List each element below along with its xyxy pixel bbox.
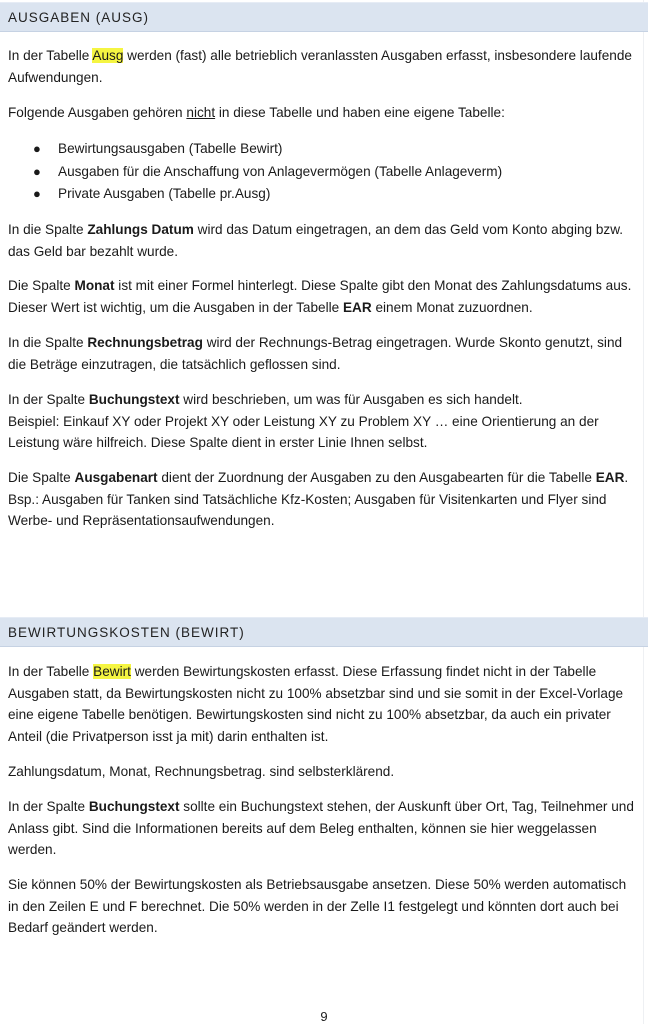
text-run: Bsp.: Ausgaben für Tanken sind Tatsächliche Kfz-Kosten; Ausgaben für Visitenkarten und Flyer sind Werbe- und Repräsentationsaufwendungen. bbox=[8, 491, 607, 528]
paragraph-bewirt-buchungstext bbox=[8, 796, 638, 861]
paragraph-ausgabenart bbox=[8, 467, 638, 532]
list-item-label: Private Ausgaben (Tabelle pr.Ausg) bbox=[58, 186, 271, 201]
section-header-ausgaben bbox=[0, 2, 648, 32]
bullet-icon: ● bbox=[33, 163, 41, 179]
list-item-label: Ausgaben für die Anschaffung von Anlagevermögen (Tabelle Anlageverm) bbox=[58, 163, 503, 179]
bold-term: Monat bbox=[74, 278, 115, 293]
paragraph-selbsterklaerend bbox=[8, 761, 638, 783]
text-run: In die Spalte bbox=[8, 222, 88, 237]
text-run: wird der Rechnungs-Betrag eingetragen. Wurde Skonto genutzt, sind die Beträge einzutragen, die tatsächlich geflossen sind. bbox=[8, 335, 623, 372]
bold-term: Ausgabenart bbox=[74, 470, 158, 485]
list-item bbox=[0, 183, 640, 206]
page-edge-line bbox=[643, 0, 644, 1024]
bold-term: EAR bbox=[595, 470, 625, 485]
text-run: In der Spalte bbox=[8, 392, 89, 407]
bold-term: Rechnungsbetrag bbox=[87, 335, 203, 350]
text-run: dient der Zuordnung der Ausgaben zu den Ausgabearten für die Tabelle bbox=[157, 470, 596, 485]
bold-term: Zahlungs Datum bbox=[87, 222, 194, 237]
section-title: AUSGABEN (AUSG) bbox=[8, 10, 150, 25]
list-item bbox=[0, 161, 640, 184]
page-number: 9 bbox=[320, 1009, 328, 1024]
text-run: Die Spalte bbox=[8, 470, 75, 485]
text-run: wird beschrieben, um was für Ausgaben es sich handelt. bbox=[179, 392, 523, 407]
text-run: In der Tabelle bbox=[8, 664, 94, 679]
underlined-term: nicht bbox=[186, 105, 216, 120]
text-run: Die Spalte bbox=[8, 278, 75, 293]
paragraph-monat bbox=[8, 275, 638, 318]
list-item-label: Bewirtungsausgaben (Tabelle Bewirt) bbox=[58, 141, 283, 156]
text-run: einem Monat zuzuordnen. bbox=[371, 299, 533, 315]
text-run: Zahlungsdatum, Monat, Rechnungsbetrag. sind selbsterklärend. bbox=[8, 764, 395, 779]
text-run: ist mit einer Formel hinterlegt. Diese Spalte gibt den Monat des Zahlungsdatums aus. Dieser Wert ist wichtig, um die Ausgaben in der Tabelle bbox=[8, 278, 632, 315]
paragraph-fifty-percent bbox=[8, 874, 638, 939]
text-run: In der Tabelle bbox=[8, 48, 93, 63]
paragraph-bewirt-intro bbox=[8, 661, 638, 747]
paragraph-not-included bbox=[8, 102, 638, 124]
highlighted-term: Bewirt bbox=[93, 664, 131, 679]
text-run: werden Bewirtungskosten erfasst. Diese Erfassung findet nicht in der Tabelle Ausgaben statt, da Bewirtungskosten nicht zu 100% absetzbar sind und sie somit in der Excel-Vorlage eine eigene Tabelle benötigen. Bewirtungskosten sind nicht zu 100% absetzbar, da auch ein privater Anteil (die Privatperson isst ja mit) darin enthalten ist. bbox=[8, 664, 624, 744]
text-run: In die Spalte bbox=[8, 335, 88, 350]
bullet-list bbox=[0, 138, 640, 206]
highlighted-term: Ausg bbox=[92, 48, 124, 63]
paragraph-rechnungsbetrag bbox=[8, 332, 638, 375]
text-run: sollte ein Buchungstext stehen, der Auskunft über Ort, Tag, Teilnehmer und Anlass gibt. Sind die Informationen bereits auf dem Beleg enthalten, können sie hier weggelassen werden. bbox=[8, 799, 634, 857]
section-title: BEWIRTUNGSKOSTEN (BEWIRT) bbox=[8, 625, 245, 640]
bold-term: Buchungstext bbox=[88, 392, 180, 407]
paragraph-ausg-intro bbox=[8, 45, 638, 88]
list-item bbox=[0, 138, 640, 161]
bold-term: Buchungstext bbox=[88, 799, 180, 814]
section-header-bewirtungskosten bbox=[0, 617, 648, 647]
text-run: werden (fast) alle betrieblich veranlassten Ausgaben erfasst, insbesondere laufende Aufwendungen. bbox=[8, 48, 632, 85]
bullet-icon: ● bbox=[33, 141, 41, 156]
text-run: . bbox=[624, 470, 629, 485]
text-run: Beispiel: Einkauf XY oder Projekt XY oder Leistung XY zu Problem XY … eine Orientierung an der Leistung wäre hilfreich. Diese Spalte dient in erster Linie Ihnen selbst. bbox=[8, 413, 599, 450]
bullet-icon: ● bbox=[33, 186, 41, 201]
text-run: wird das Datum eingetragen, an dem das Geld vom Konto abging bzw. das Geld bar bezahlt wurde. bbox=[8, 222, 624, 259]
text-run: in diese Tabelle und haben eine eigene Tabelle: bbox=[215, 105, 505, 120]
paragraph-zahlungs-datum bbox=[8, 219, 638, 262]
text-run: Sie können 50% der Bewirtungskosten als Betriebsausgabe ansetzen. Diese 50% werden automatisch in den Zeilen E und F berechnet. Die 50% werden in der Zelle I1 festgelegt und könnten dort auch bei Bedarf geändert werden. bbox=[8, 877, 627, 935]
text-run: Folgende Ausgaben gehören bbox=[8, 105, 187, 120]
paragraph-buchungstext bbox=[8, 389, 638, 454]
bold-term: EAR bbox=[342, 299, 372, 315]
text-run: In der Spalte bbox=[8, 799, 89, 814]
